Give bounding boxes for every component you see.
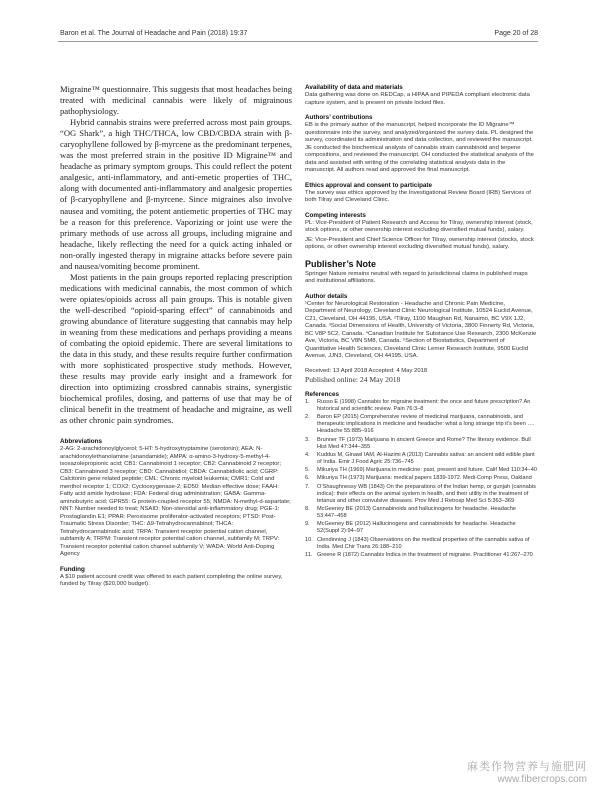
body-paragraph-3: Most patients in the pain groups reported replacing prescription medications with medicinal cannabis, the most common of which were opiates/opioids across all pain groups. This is notable given the well-described “opioid-sparing effect” of cannabinoids and growing abundance of literature suggesting that cannabis may help in weaning from these medications and perhaps providing a means of combating the opioid epidemic. There are several limitations to the data in this study, and these results require further confirmation with more sophisticated prospective study methods. However, these results may provide early insight and a framework for direction into optimizing crossbred cannabis strains, synergistic biochemical profiles, dosing, and patterns of use that may be of clinical benefit in the treatment of headache and migraine, as well as other chronic pain syndromes. bbox=[60, 271, 292, 426]
reference-text: Baron EP (2015) Comprehensive review of medicinal marijuana, cannabinoids, and therapeutic implications in medicine and headache: what a long strange trip it’s been …. Headache 55:885–916 bbox=[317, 414, 535, 435]
watermark-chinese-text: 麻类作物营养与施肥网 bbox=[467, 761, 587, 773]
availability-heading: Availability of data and materials bbox=[305, 84, 403, 91]
reference-text: Greene R (1872) Cannabis Indica in the treatment of migraine. Practitioner 41:267–270 bbox=[317, 551, 533, 558]
running-header: Baron et al. The Journal of Headache and Pain (2018) 19:37 bbox=[60, 30, 248, 37]
reference-item bbox=[305, 452, 537, 466]
received-accepted-dates: Received: 13 April 2018 Accepted: 4 May 2018 bbox=[305, 367, 428, 374]
body-paragraph-2: Hybrid cannabis strains were preferred across most pain groups. “OG Shark”, a high THC/THCA, low CBD/CBDA strain with β-caryophyllene followed by β-myrcene as the predominant terpenes, was the most preferred strain in the positive ID Migraine™ and headache as primary symptom groups. This could reflect the potent analgesic, anti-inflammatory, and anti-emetic properties of THC, along with documented anti-inflammatory and analgesic properties of β-caryophyllene and β-myrcene. Since migraines also involve nausea and vomiting, the potent antiemetic properties of THC may be a reason for this preference. Vaporizing or joint use were the primary methods of use across all groups, including migraine and headache, likely reflecting the need for a quick acting inhaled or non-orally ingested therapy in migraine attacks before severe pain and nausea/vomiting become prominent. bbox=[60, 117, 292, 271]
funding-heading: Funding bbox=[60, 565, 85, 573]
reference-text: McGeeney BE (2012) Hallucinogens and cannabinoids for headache. Headache 52(Suppl 2):94–97 bbox=[317, 521, 516, 535]
contributions-heading: Authors’ contributions bbox=[305, 114, 373, 121]
availability-text: Data gathering was done on REDCap, a HIPAA and PIPEDA compliant electronic data capture system, and is present on private locked files. bbox=[305, 92, 530, 106]
reference-number: 5. bbox=[305, 467, 310, 474]
ethics-heading: Ethics approval and consent to participate bbox=[305, 181, 433, 189]
published-online-date: Published online: 24 May 2018 bbox=[305, 375, 401, 384]
reference-number: 7. bbox=[305, 483, 310, 490]
reference-number: 6. bbox=[305, 475, 310, 482]
reference-item bbox=[305, 399, 537, 413]
competing-interests-text-2: JE: Vice-President and Chief Science Officer for Tilray, ownership interest (stocks, stock options, or other ownership interest excluding diversified mutual funds), salary. bbox=[305, 236, 534, 250]
references-heading: References bbox=[305, 391, 339, 398]
header-rule bbox=[58, 41, 538, 42]
abbreviations-heading: Abbreviations bbox=[60, 438, 102, 446]
reference-text: O’Shaughnessy WB (1843) On the preparations of the Indian hemp, or gunjah (cannabis indica): their effects on the animal system in health, and their utility in the treatment of tetanus and other convulsive diseases. Prov Med J Retrosp Med Sci 5:363–369 bbox=[317, 483, 536, 504]
ethics-text: The survey was ethics approved by the Investigational Review Board (IRB) Services of both Tilray and Cleveland Clinic. bbox=[305, 189, 531, 203]
page-number: Page 20 of 28 bbox=[494, 30, 538, 37]
reference-text: Russo E (1998) Cannabis for migraine treatment: the once and future prescription? An historical and scientific review. Pain 76:3–8 bbox=[317, 399, 531, 413]
competing-interests-heading: Competing interests bbox=[305, 211, 366, 219]
abbreviations-text: 2-AG: 2-arachidonoylglycerol; 5-HT: 5-hydroxytryptamine (serotonin); AEA: N-arachidonoylethanolamine (anandamide); AMPA: α-amino-3-hydroxy-5-methyl-4-isoxazolepropionic acid; CB1: Cannabinoid 1 receptor; CB2: Cannabinoid 2 receptor; CB3: Cannabinoid 3 receptor; CBD: Cannabidiol; CBDA: Cannabidiolic acid; CGRP: Calcitonin gene related peptide; CML: Chronic myeloid leukemia; CMR1: Cold and menthol receptor 1; COX2: Cyclooxygenase-2; ED50: Median effective dose; FAAH: Fatty acid amide hydrolase; FDA: Federal drug administration; GABA: Gamma-aminobutyric acid; GPR55: G protein-coupled receptor 55; NMDA: N-methyl-d-aspartate; NNT: Number needed to treat; NSAID: Non-steroidal anti-inflammatory drug; PGE-1: Prostaglandin E1; PPAR: Peroxisome proliferator-activated receptors; PTSD: Post-Traumatic Stress Disorder; THC: Δ9-Tetrahydrocannabinol; THCA: Tetrahydrocannabinolic acid; TRPA: Transient receptor potential cation channel, subfamily A; TRPM: Transient receptor potential cation channel, subfamily M; TRPV: Transient receptor potential cation channel subfamily V; WADA: World Anti-Doping Agency bbox=[60, 446, 291, 558]
reference-number: 2. bbox=[305, 414, 310, 421]
reference-item bbox=[305, 537, 537, 551]
reference-item bbox=[305, 506, 537, 520]
reference-number: 1. bbox=[305, 399, 310, 405]
reference-number: 8. bbox=[305, 505, 310, 512]
body-paragraph-1: Migraine™ questionnaire. This suggests that most headaches being treated with medicinal cannabis were likely of migrainous pathophysiology. bbox=[60, 84, 292, 117]
reference-item bbox=[305, 484, 537, 505]
watermark-url: www.fibercrops.com bbox=[497, 774, 587, 785]
reference-text: Kuddus M, Ginawi IAM, Al-Hazimi A (2013) Cannabis sativa: an ancient wild edible plant of India. Emir J Food Agric 25:736–745 bbox=[317, 451, 535, 465]
publisher-note-text: Springer Nature remains neutral with regard to jurisdictional claims in published maps and institutional affiliations. bbox=[305, 270, 528, 284]
reference-item bbox=[305, 414, 537, 435]
reference-item bbox=[305, 467, 537, 474]
watermark bbox=[467, 758, 587, 785]
reference-number: 4. bbox=[305, 451, 310, 458]
left-column bbox=[60, 84, 292, 596]
publisher-note-heading: Publisher’s Note bbox=[305, 258, 377, 269]
reference-number: 10. bbox=[305, 536, 313, 543]
contributions-text: EB is the primary author of the manuscript, helped incorporate the ID Migraine™ questionnaire into the survey, and analyzed/organized the survey data. PL designed the survey, coordinated its administration and data collection, and reviewed the manuscript. JE conducted the biochemical analysis of cannabis strain cannabinoid and terpene compositions, and reviewed the manuscript. OH conducted the statistical analysis of the data and assisted with writing of the correlating statistical analysis data in the manuscript. All authors read and approved the final manuscript. bbox=[305, 122, 534, 173]
reference-text: Brunner TF (1973) Marijuana in ancient Greece and Rome? The literary evidence. Bull Hist Med 47:344–355 bbox=[317, 436, 531, 450]
reference-text: Mikuriya TH (1973) Marijuana: medical papers 1839-1972. Medi-Comp Press, Oakland bbox=[317, 475, 532, 482]
reference-text: McGeeney BE (2013) Cannabinoids and hallucinogens for headache. Headache 53:447–458 bbox=[317, 505, 517, 520]
author-details-text: ¹Center for Neurological Restoration - Headache and Chronic Pain Medicine, Department of Neurology, Cleveland Clinic Neurological Institute, 10524 Euclid Avenue, C21, Cleveland, OH 44195, USA. ²Tilray, 1100 Maughan Rd, Nanaimo, BC V9X 1J2, Canada. ³Social Dimensions of Health, University of Victoria, 3800 Finnerty Rd, Victoria, BC V8P 5C2, Canada. ⁴Canadian Institute for Substance Use Research, 2300 McKenzie Ave, Victoria, BC V8N 5M8, Canada. ⁵Section of Biostatistics, Department of Quantitative Health Sciences, Cleveland Clinic Lerner Research Institute, 9500 Euclid Avenue, JJN3, Cleveland, OH 44195, USA. bbox=[305, 300, 537, 359]
reference-item bbox=[305, 437, 537, 451]
reference-list bbox=[305, 399, 537, 559]
reference-number: 11. bbox=[305, 551, 313, 558]
reference-item bbox=[305, 552, 537, 559]
reference-text: Clendinning J (1843) Observations on the medical properties of the cannabis sativa of India. Med Chir Trans 26:188–210 bbox=[317, 536, 530, 550]
reference-item bbox=[305, 475, 537, 482]
author-details-heading: Author details bbox=[305, 292, 348, 300]
reference-number: 3. bbox=[305, 436, 310, 443]
right-column bbox=[305, 84, 537, 560]
competing-interests-text-1: PL: Vice-President of Patient Research and Access for Tilray, ownership interest (stock, stock options, or other ownership interest excluding diversified mutual funds), salary. bbox=[305, 219, 533, 233]
reference-text: Mikuriya TH (1969) Marijuana in medicine: past, present and future. Calif Med 110:34–40 bbox=[317, 467, 537, 474]
reference-number: 9. bbox=[305, 521, 310, 528]
reference-item bbox=[305, 521, 537, 535]
funding-text: A $10 patient account credit was offered to each patient completing the online survey, funded by Tilray ($20,000 budget). bbox=[60, 573, 283, 588]
